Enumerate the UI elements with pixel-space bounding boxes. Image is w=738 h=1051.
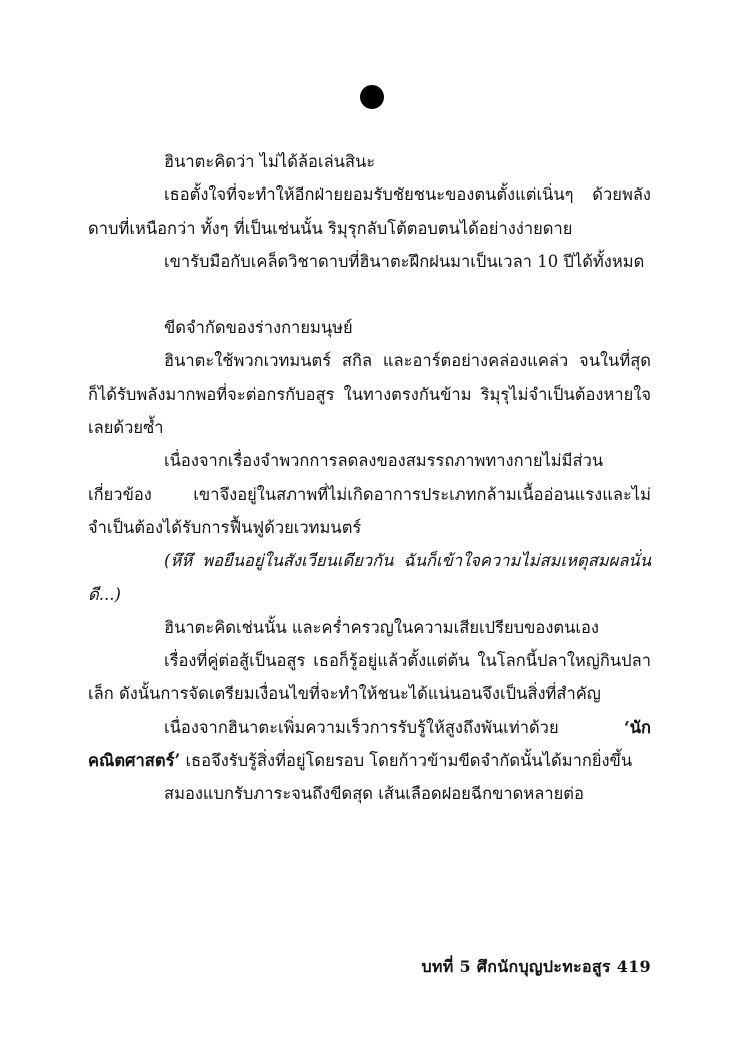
- paragraph: ฮินาตะคิดว่า ไม่ได้ล้อเล่นสินะ: [164, 152, 376, 171]
- page-footer: [421, 955, 651, 980]
- paragraph: เขารับมือกับเคล็ดวิชาดาบที่ฮินาตะฝึกฝนมาเป็นเวลา 10 ปีได้ทั้งหมด: [164, 251, 645, 271]
- paragraph: เนื่องจากเรื่องจำพวกการลดลงของสมรรถภาพทางกายไม่มีส่วนเกี่ยวข้อง เขาจึงอยู่ในสภาพที่ไม่เกิดอาการประเภทกล้ามเนื้ออ่อนแรงและไม่จำเป็นต้องได้รับการฟื้นฟูด้วยเวทมนตร์: [88, 451, 651, 537]
- paragraph: สมองแบกรับภาระจนถึงขีดสุด เส้นเลือดฝอยฉีกขาดหลายต่อ: [164, 784, 584, 804]
- paragraph: ขีดจำกัดของร่างกายมนุษย์: [164, 318, 353, 338]
- paragraph: เธอตั้งใจที่จะทำให้อีกฝ่ายยอมรับชัยชนะของตนตั้งแต่เนิ่นๆ ด้วยพลังดาบที่เหนือกว่า ทั้งๆ ที่เป็นเช่นนั้น ริมุรุกลับโต้ตอบตนได้อย่างง่ายดาย: [88, 185, 651, 238]
- paragraph: ฮินาตะใช้พวกเวทมนตร์ สกิล และอาร์ตอย่างคล่องแคล่ว จนในที่สุดก็ได้รับพลังมากพอที่จะต่อกรกับอสูร ในทางตรงกันข้าม ริมุรุไม่จำเป็นต้องหายใจเลยด้วยซ้ำ: [88, 351, 651, 438]
- body-text: [88, 145, 651, 811]
- paragraph-text: เธอจึงรับรู้สิ่งที่อยู่โดยรอบ โดยก้าวข้ามขีดจำกัดนั้นได้มากยิ่งขึ้น: [180, 751, 633, 771]
- paragraph: เรื่องที่คู่ต่อสู้เป็นอสูร เธอก็รู้อยู่แล้วตั้งแต่ต้น ในโลกนี้ปลาใหญ่กินปลาเล็ก ดังนั้นการจัดเตรียมเงื่อนไขที่จะทำให้ชนะได้แน่นอนจึงเป็นสิ่งที่สำคัญ: [88, 651, 651, 704]
- paragraph-text: เนื่องจากฮินาตะเพิ่มความเร็วการรับรู้ให้สูงถึงพันเท่าด้วย: [164, 717, 624, 737]
- inner-thought-paragraph: (หึหึ พอยืนอยู่ในสังเวียนเดียวกัน ฉันก็เข้าใจความไม่สมเหตุสมผลนั่นดี...): [88, 551, 651, 604]
- scene-break-filled-circle-icon: [360, 85, 384, 109]
- page-number: 419: [616, 957, 651, 976]
- chapter-title: บทที่ 5 ศึกนักบุญปะทะอสูร: [421, 957, 611, 976]
- paragraph: [88, 711, 651, 778]
- skill-name: ‘นักคณิตศาสตร์’: [88, 717, 651, 771]
- paragraph: ฮินาตะคิดเช่นนั้น และคร่ำครวญในความเสียเปรียบของตนเอง: [164, 617, 599, 637]
- book-page: [88, 0, 651, 1051]
